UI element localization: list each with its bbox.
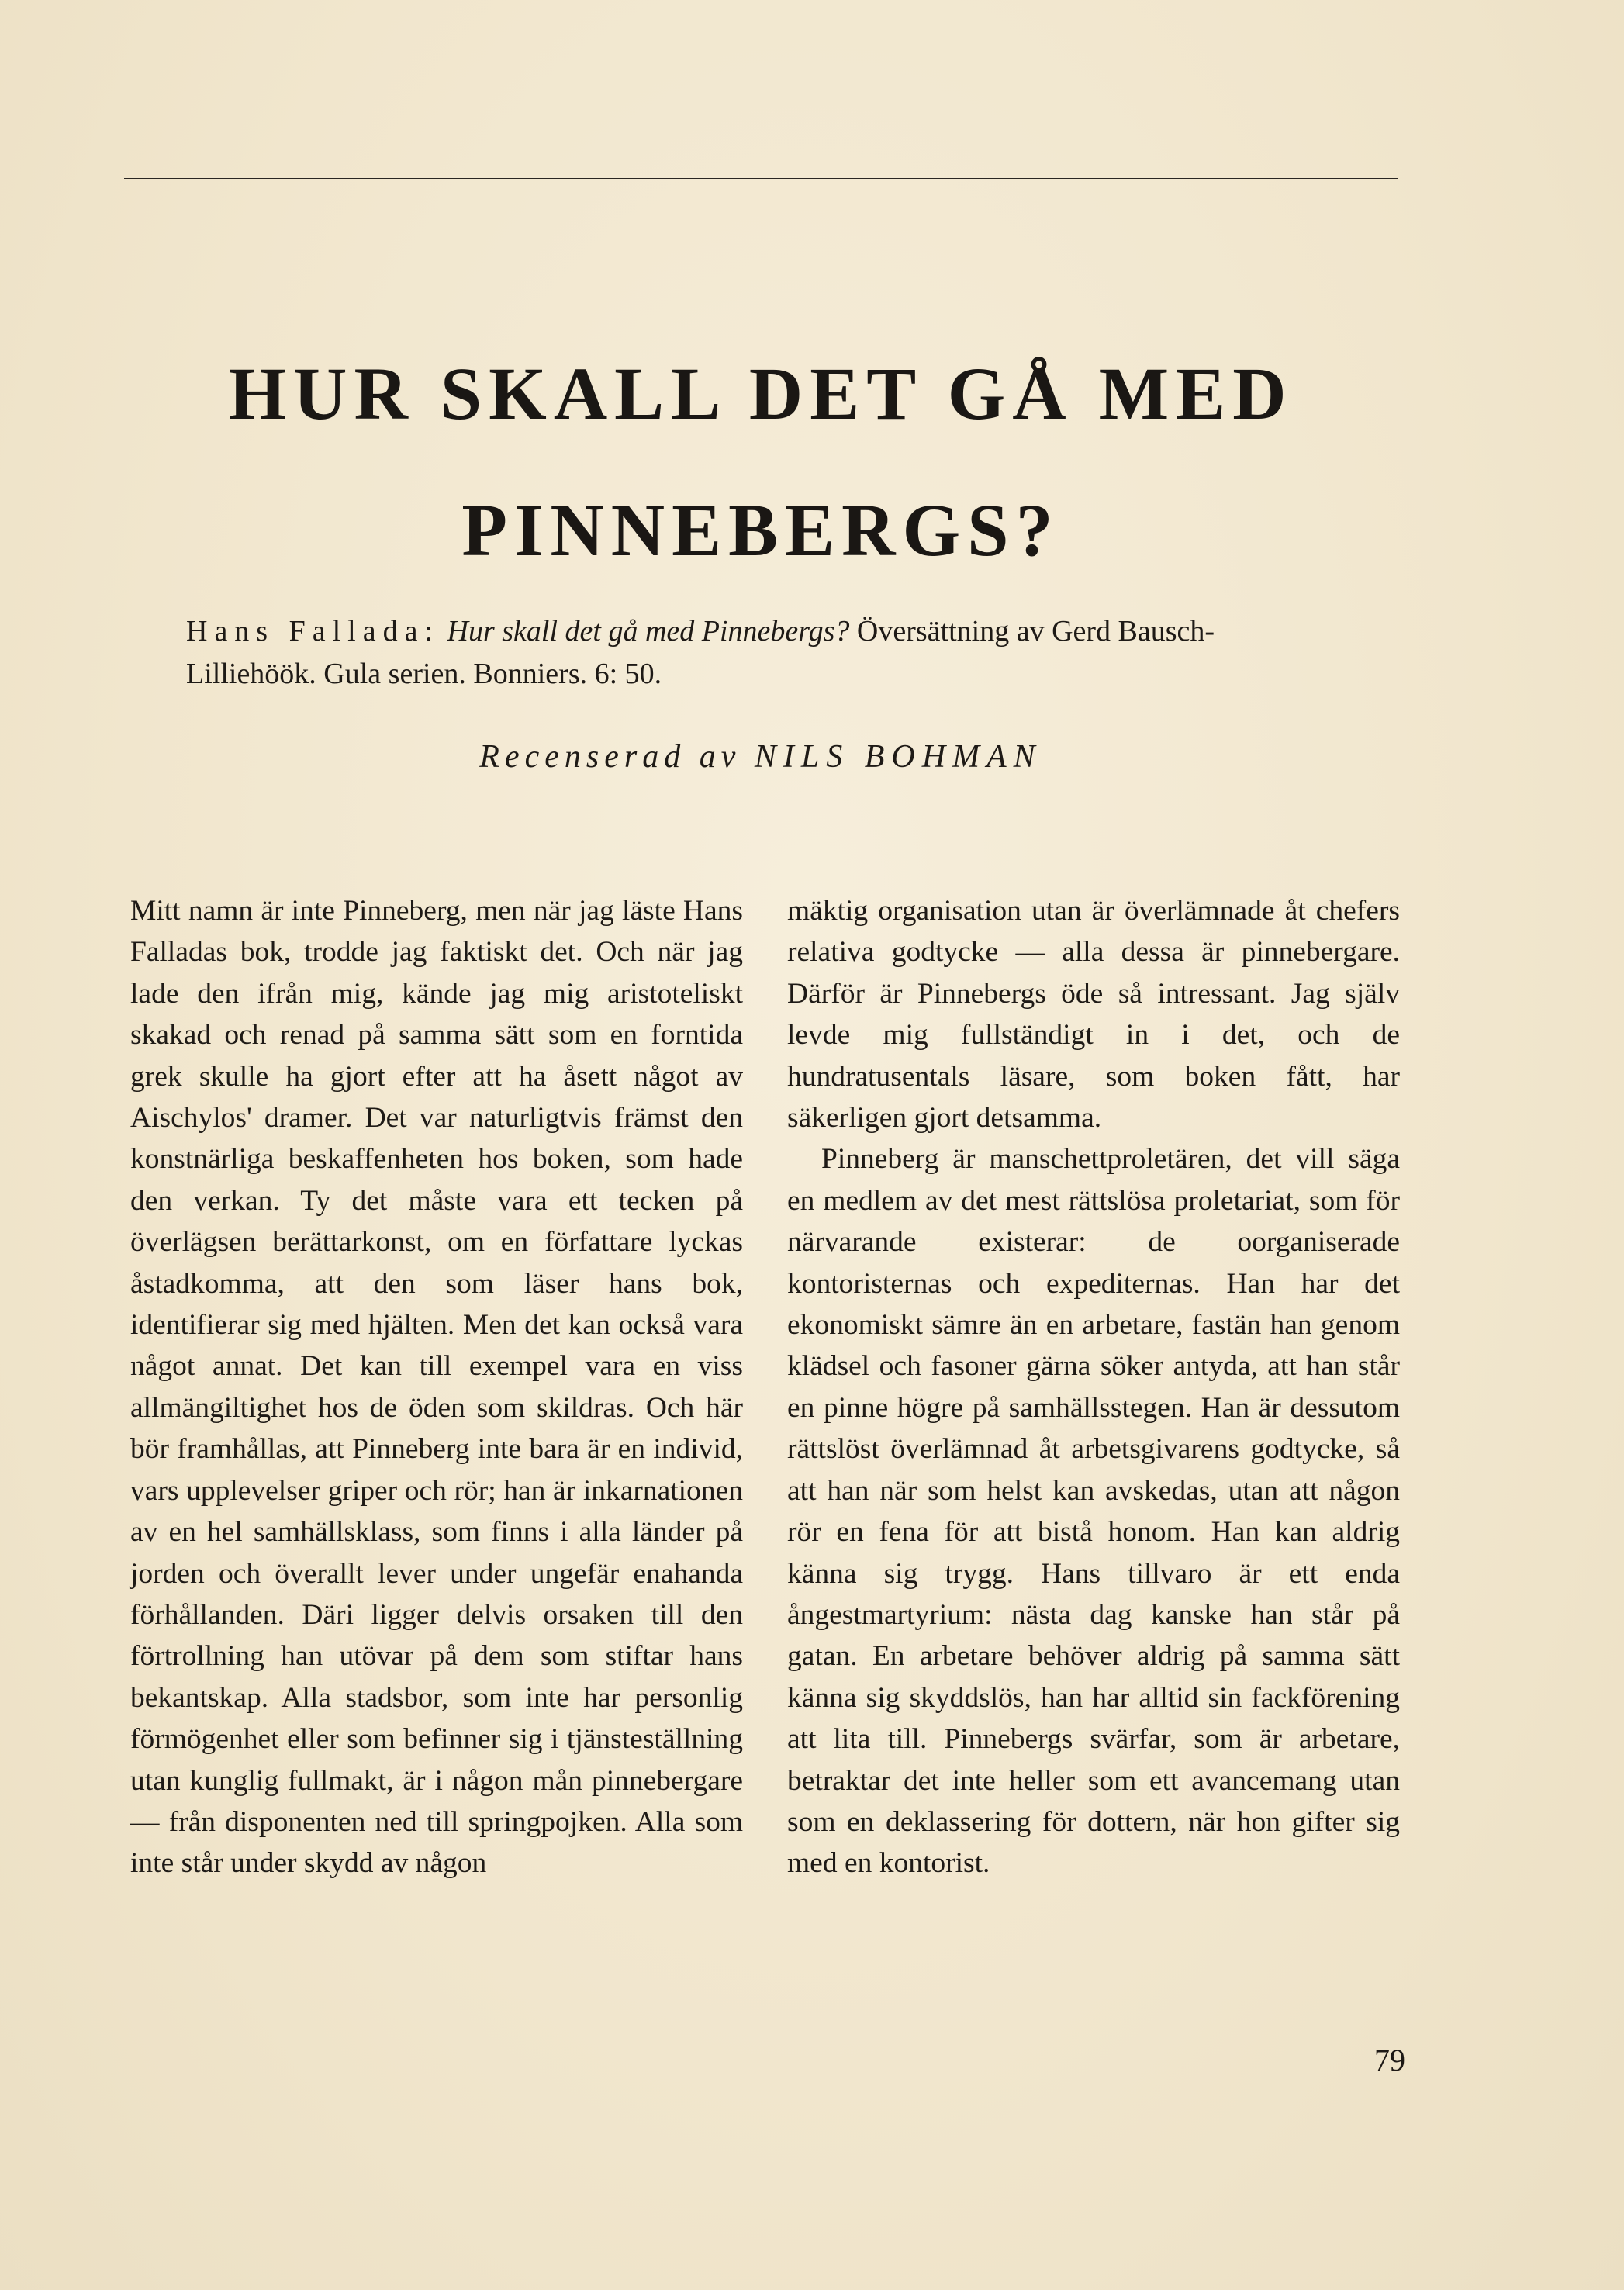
body-paragraph: Pinneberg är manschettproletären, det vill säga en medlem av det mest rättslösa proletariat, som för närvarande existerar: de oorganiserade kontoristernas och expediternas. Han har det ekonomiskt sämre än en arbetare, fastän han genom klädsel och fasoner gärna söker antyda, att han står en pinne högre på samhällsstegen. Han är dessutom rättslöst överlämnad åt arbetsgivarens godtycke, så att han när som helst kan avskedas, utan att någon rör en fena för att bistå honom. Han kan aldrig känna sig trygg. Hans tillvaro är ett enda ångestmartyrium: nästa dag kanske han står på gatan. En arbetare behöver aldrig på samma sätt känna sig skyddslös, han har alltid sin fackförening att lita till. Pinnebergs svärfar, som är arbetare, betraktar det inte heller som ett avancemang utan som en deklassering för dottern, när hon gifter sig med en kontorist.: [787, 1143, 1400, 1880]
article-title: [124, 326, 1398, 599]
body-column-left: [130, 890, 743, 1884]
book-details: Översättning av Gerd Bausch-Lilliehöök. Gula serien. Bonniers. 6: 50.: [186, 615, 1215, 690]
body-paragraph-continued: mäktig organisation utan är överlämnade åt chefers relativa godtycke — alla dessa är pinnebergare. Därför är Pinnebergs öde så intressant. Jag själv levde mig fullständigt in i det, och de hundratusentals läsare, som boken fått, har säkerligen gjort detsamma.: [787, 895, 1400, 1135]
article-title-line-2: PINNEBERGS?: [461, 489, 1060, 572]
book-title: Hur skall det gå med Pinnebergs?: [447, 615, 850, 648]
reviewer-line: [124, 735, 1398, 779]
article-title-line-1: HUR SKALL DET GÅ MED: [228, 352, 1294, 435]
body-paragraph: Mitt namn är inte Pinneberg, men när jag läste Hans Falladas bok, trodde jag faktiskt det. Och när jag lade den ifrån mig, kände jag mig aristoteliskt skakad och renad på samma sätt som en forntida grek skulle ha gjort efter att ha åsett något av Aischylos' dramer. Det var naturligtvis främst den konstnärliga beskaffenheten hos boken, som hade den verkan. Ty det måste vara ett tecken på överlägsen berättarkonst, om en författare lyckas åstadkomma, att den som läser hans bok, identifierar sig med hjälten. Men det kan också vara något annat. Det kan till exempel vara en viss allmängiltighet hos de öden som skildras. Och här bör framhållas, att Pinneberg inte bara är en individ, vars upplevelser griper och rör; han är inkarnationen av en hel samhällsklass, som finns i alla länder på jorden och överallt lever under ungefär enahanda förhållanden. Däri ligger delvis orsaken till den förtrollning han utövar på dem som stiftar hans bekantskap. Alla stadsbor, som inte har personlig förmögenhet eller som befinner sig i tjänsteställning utan kunglig fullmakt, är i någon mån pinnebergare — från disponenten ned till springpojken. Alla som inte står under skydd av någon: [130, 895, 743, 1880]
bibliographic-info: [186, 610, 1334, 696]
reviewed-by-label: Recenserad av: [479, 739, 741, 775]
top-rule: [124, 178, 1398, 179]
body-column-right: [787, 890, 1400, 1884]
page-number: 79: [1374, 2043, 1405, 2078]
book-author: Hans Fallada:: [186, 615, 441, 648]
reviewer-name: NILS BOHMAN: [754, 739, 1042, 775]
